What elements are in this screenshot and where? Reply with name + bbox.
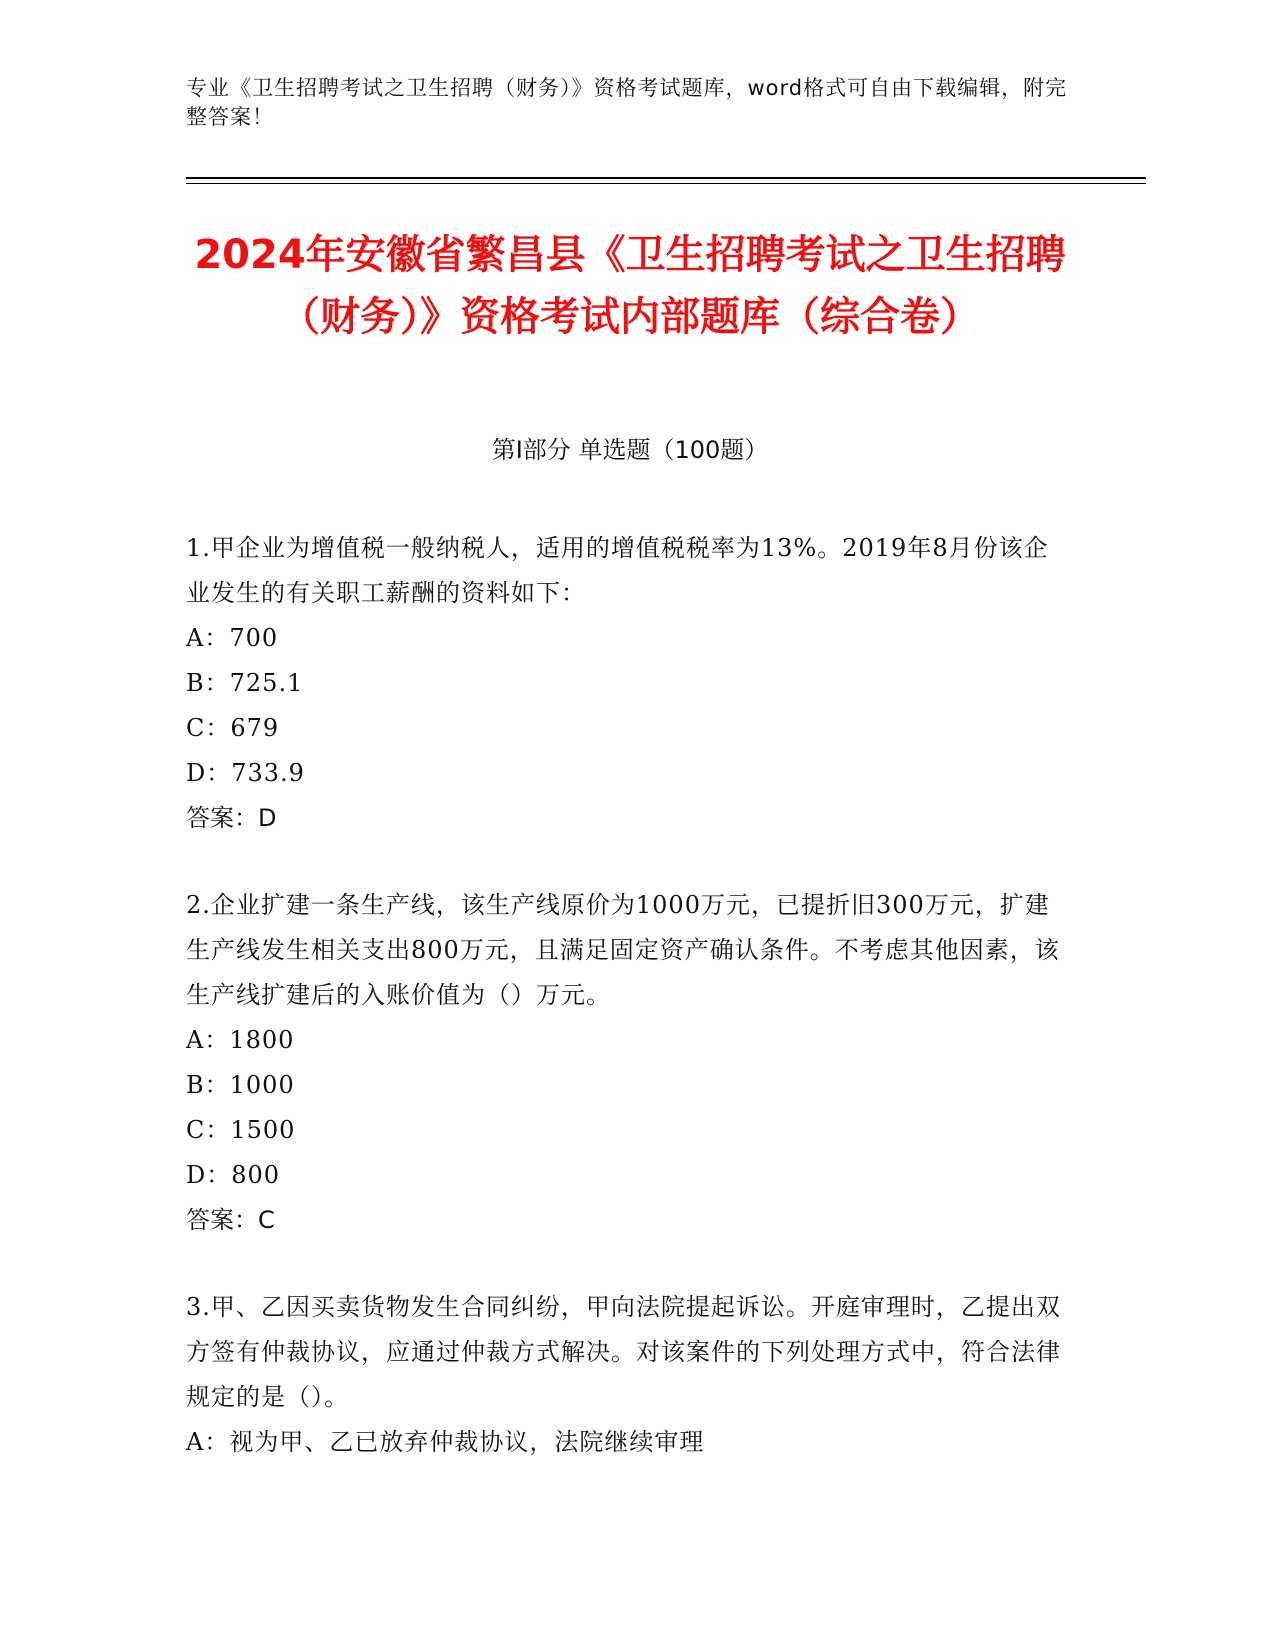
section-title: 第Ⅰ部分 单选题（100题） <box>491 436 769 464</box>
option-d: D：733.9 <box>186 759 305 787</box>
option-c: C：1500 <box>186 1116 296 1144</box>
document-title: 2024年安徽省繁昌县《卫生招聘考试之卫生招聘（财务）》资格考试内部题库（综合卷） <box>194 232 1066 340</box>
option-a: A：视为甲、乙已放弃仲裁协议，法院继续审理 <box>186 1428 705 1456</box>
question-2 <box>186 883 1066 1243</box>
answer: 答案：D <box>186 804 277 832</box>
option-b: B：1000 <box>186 1071 295 1099</box>
question-stem: 1.甲企业为增值税一般纳税人，适用的增值税税率为13%。2019年8月份该企业发生的有关职工薪酬的资料如下： <box>186 534 1049 607</box>
option-a: A：700 <box>186 624 279 652</box>
answer: 答案：C <box>186 1206 275 1234</box>
option-d: D：800 <box>186 1161 281 1189</box>
option-b: B：725.1 <box>186 669 304 697</box>
option-c: C：679 <box>186 714 280 742</box>
question-stem: 3.甲、乙因买卖货物发生合同纠纷，甲向法院提起诉讼。开庭审理时，乙提出双方签有仲裁协议，应通过仲裁方式解决。对该案件的下列处理方式中，符合法律规定的是（）。 <box>186 1293 1061 1411</box>
question-list <box>186 526 1066 1507</box>
question-1 <box>186 526 1066 841</box>
header-divider-thick <box>186 177 1146 179</box>
question-3 <box>186 1285 1066 1465</box>
header-divider-thin <box>186 183 1146 184</box>
option-a: A：1800 <box>186 1026 295 1054</box>
header-note: 专业《卫生招聘考试之卫生招聘（财务）》资格考试题库，word格式可自由下载编辑，附完整答案！ <box>186 76 1068 129</box>
question-stem: 2.企业扩建一条生产线，该生产线原价为1000万元，已提折旧300万元，扩建生产线发生相关支出800万元，且满足固定资产确认条件。不考虑其他因素，该生产线扩建后的入账价值为（）万元。 <box>186 891 1060 1009</box>
